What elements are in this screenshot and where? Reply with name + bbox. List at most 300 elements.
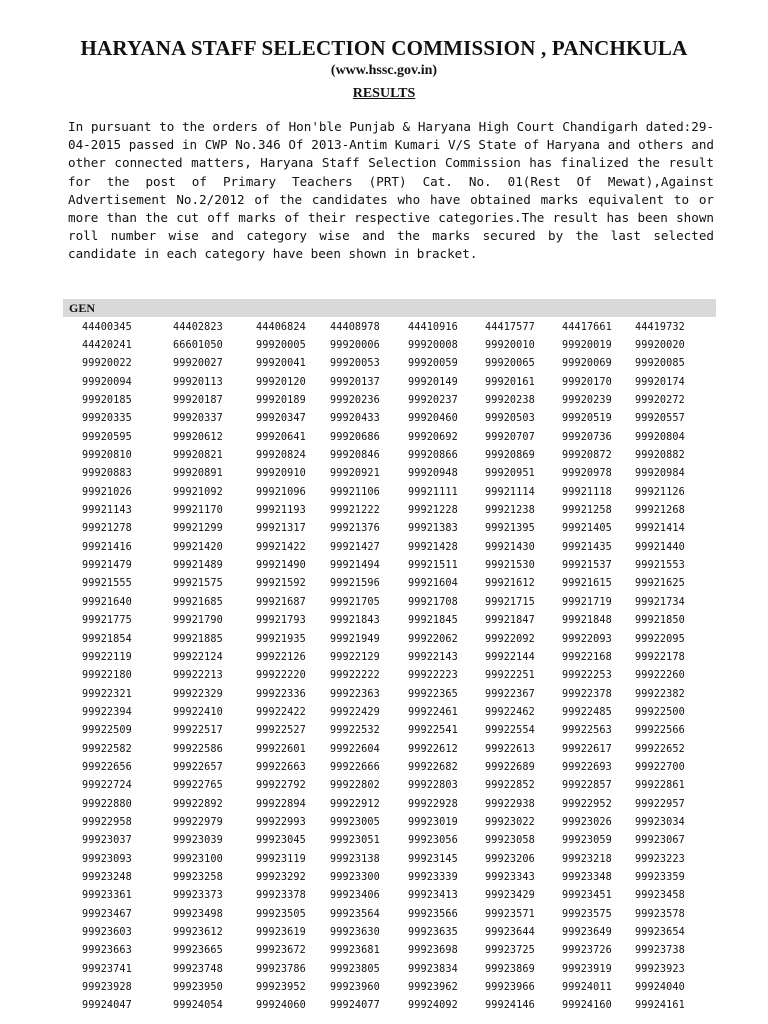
roll-number-cell: 99921935: [256, 633, 306, 645]
roll-number-cell: 99923300: [330, 871, 380, 883]
roll-number-cell: 99922582: [82, 743, 132, 755]
roll-number-cell: 99921228: [408, 505, 458, 517]
roll-number-cell: 99923206: [485, 853, 535, 865]
roll-number-cell: 99921383: [408, 523, 458, 535]
roll-number-cell: 99922260: [635, 670, 685, 682]
roll-number-cell: 99920010: [485, 340, 535, 352]
roll-number-cell: 99922180: [82, 670, 132, 682]
roll-number-cell: 99923564: [330, 908, 380, 920]
roll-number-cell: 99920335: [82, 413, 132, 425]
table-row: [63, 997, 716, 1015]
roll-number-cell: 99923339: [408, 871, 458, 883]
roll-number-cell: 99921114: [485, 486, 535, 498]
table-row: [63, 942, 716, 960]
table-row: [63, 795, 716, 813]
roll-number-cell: 99922993: [256, 816, 306, 828]
roll-number-cell: 99922251: [485, 670, 535, 682]
roll-number-cell: 99921790: [173, 615, 223, 627]
roll-number-cell: 99921612: [485, 578, 535, 590]
roll-number-cell: 99921553: [635, 560, 685, 572]
roll-number-cell: 66601050: [173, 340, 223, 352]
roll-number-cell: 44420241: [82, 340, 132, 352]
table-row: [63, 685, 716, 703]
roll-number-cell: 99923429: [485, 890, 535, 902]
roll-number-cell: 99923619: [256, 927, 306, 939]
table-row: [63, 960, 716, 978]
roll-number-cell: 99920692: [408, 431, 458, 443]
roll-number-cell: 99920027: [173, 358, 223, 370]
table-row: [63, 832, 716, 850]
table-row: [63, 850, 716, 868]
roll-number-cell: 99920519: [562, 413, 612, 425]
roll-number-cell: 99922321: [82, 688, 132, 700]
roll-number-cell: 99921530: [485, 560, 535, 572]
roll-number-cell: 99922213: [173, 670, 223, 682]
roll-number-cell: 99920948: [408, 468, 458, 480]
roll-number-cell: 99921850: [635, 615, 685, 627]
table-row: [63, 465, 716, 483]
roll-number-cell: 99922894: [256, 798, 306, 810]
table-row: [63, 428, 716, 446]
roll-number-cell: 99922220: [256, 670, 306, 682]
roll-number-cell: 99920238: [485, 395, 535, 407]
roll-number-cell: 99923612: [173, 927, 223, 939]
roll-number-cell: 99921268: [635, 505, 685, 517]
roll-number-cell: 99923725: [485, 945, 535, 957]
roll-number-cell: 99920239: [562, 395, 612, 407]
roll-number-cell: 44417577: [485, 321, 535, 333]
roll-number-cell: 99922462: [485, 706, 535, 718]
roll-number-cell: 99921489: [173, 560, 223, 572]
roll-number-cell: 99920272: [635, 395, 685, 407]
roll-number-cell: 99920236: [330, 395, 380, 407]
roll-number-cell: 99920113: [173, 376, 223, 388]
roll-number-cell: 99921708: [408, 596, 458, 608]
roll-number-cell: 99921278: [82, 523, 132, 535]
table-row: [63, 740, 716, 758]
table-row: [63, 575, 716, 593]
document-title: HARYANA STAFF SELECTION COMMISSION , PANCHKULA: [80, 36, 688, 60]
roll-number-cell: 99923037: [82, 835, 132, 847]
roll-number-cell: 99921317: [256, 523, 306, 535]
roll-number-cell: 44417661: [562, 321, 612, 333]
roll-number-cell: 99920882: [635, 450, 685, 462]
roll-number-cell: 99921685: [173, 596, 223, 608]
roll-number-cell: 99923026: [562, 816, 612, 828]
roll-number-cell: 99923056: [408, 835, 458, 847]
roll-number-cell: 99921143: [82, 505, 132, 517]
roll-number-cell: 99922378: [562, 688, 612, 700]
roll-number-cell: 99923644: [485, 927, 535, 939]
table-row: [63, 703, 716, 721]
roll-number-cell: 99920120: [256, 376, 306, 388]
table-row: [63, 887, 716, 905]
roll-number-cell: 99922143: [408, 651, 458, 663]
roll-number-cell: 99922938: [485, 798, 535, 810]
roll-number-cell: 99923505: [256, 908, 306, 920]
roll-number-cell: 99920069: [562, 358, 612, 370]
roll-number-cell: 99922656: [82, 761, 132, 773]
roll-number-cell: 99922168: [562, 651, 612, 663]
roll-number-cell: 99920006: [330, 340, 380, 352]
roll-number-cell: 99922803: [408, 780, 458, 792]
roll-number-cell: 99923665: [173, 945, 223, 957]
roll-number-cell: 99923698: [408, 945, 458, 957]
roll-number-cell: 99921111: [408, 486, 458, 498]
roll-number-cell: 99923292: [256, 871, 306, 883]
roll-number-cell: 99922422: [256, 706, 306, 718]
roll-number-cell: 99923962: [408, 982, 458, 994]
roll-number-cell: 99920810: [82, 450, 132, 462]
roll-number-cell: 99920503: [485, 413, 535, 425]
roll-number-cell: 99922144: [485, 651, 535, 663]
roll-number-cell: 99921847: [485, 615, 535, 627]
roll-number-cell: 99922410: [173, 706, 223, 718]
table-row: [63, 978, 716, 996]
roll-number-cell: 99921490: [256, 560, 306, 572]
roll-number-table: [63, 318, 716, 1015]
roll-number-cell: 99920846: [330, 450, 380, 462]
table-row: [63, 446, 716, 464]
roll-number-cell: 99923022: [485, 816, 535, 828]
roll-number-cell: 99923748: [173, 963, 223, 975]
roll-number-cell: 99920347: [256, 413, 306, 425]
roll-number-cell: 99923058: [485, 835, 535, 847]
roll-number-cell: 99922601: [256, 743, 306, 755]
roll-number-cell: 99922861: [635, 780, 685, 792]
roll-number-cell: 99921422: [256, 541, 306, 553]
roll-number-cell: 99920804: [635, 431, 685, 443]
roll-number-cell: 99923067: [635, 835, 685, 847]
roll-number-cell: 99921845: [408, 615, 458, 627]
roll-number-cell: 99923343: [485, 871, 535, 883]
roll-number-cell: 99922700: [635, 761, 685, 773]
roll-number-cell: 99924047: [82, 1000, 132, 1012]
roll-number-cell: 99922532: [330, 725, 380, 737]
roll-number-cell: 99923458: [635, 890, 685, 902]
roll-number-cell: 99923738: [635, 945, 685, 957]
roll-number-cell: 44400345: [82, 321, 132, 333]
roll-number-cell: 99922095: [635, 633, 685, 645]
roll-number-cell: 99920951: [485, 468, 535, 480]
roll-number-cell: 99924054: [173, 1000, 223, 1012]
roll-number-cell: 99923093: [82, 853, 132, 865]
roll-number-cell: 99920137: [330, 376, 380, 388]
table-row: [63, 593, 716, 611]
roll-number-cell: 44402823: [173, 321, 223, 333]
roll-number-cell: 99921615: [562, 578, 612, 590]
roll-number-cell: 99922586: [173, 743, 223, 755]
roll-number-cell: 99922124: [173, 651, 223, 663]
roll-number-cell: 99923451: [562, 890, 612, 902]
roll-number-cell: 99922617: [562, 743, 612, 755]
roll-number-cell: 99921026: [82, 486, 132, 498]
roll-number-cell: 99923805: [330, 963, 380, 975]
roll-number-cell: 99920978: [562, 468, 612, 480]
roll-number-cell: 99920185: [82, 395, 132, 407]
roll-number-cell: 99920910: [256, 468, 306, 480]
roll-number-cell: 99920170: [562, 376, 612, 388]
roll-number-cell: 44408978: [330, 321, 380, 333]
table-row: [63, 905, 716, 923]
roll-number-cell: 99923413: [408, 890, 458, 902]
table-row: [63, 373, 716, 391]
roll-number-cell: 99921430: [485, 541, 535, 553]
roll-number-cell: 99921420: [173, 541, 223, 553]
roll-number-cell: 99923051: [330, 835, 380, 847]
table-row: [63, 813, 716, 831]
table-row: [63, 538, 716, 556]
roll-number-cell: 99923119: [256, 853, 306, 865]
roll-number-cell: 99922604: [330, 743, 380, 755]
roll-number-cell: 99922093: [562, 633, 612, 645]
roll-number-cell: 99922517: [173, 725, 223, 737]
roll-number-cell: 99922682: [408, 761, 458, 773]
roll-number-cell: 99923258: [173, 871, 223, 883]
roll-number-cell: 99921596: [330, 578, 380, 590]
roll-number-cell: 99923635: [408, 927, 458, 939]
roll-number-cell: 99924161: [635, 1000, 685, 1012]
roll-number-cell: 99920237: [408, 395, 458, 407]
roll-number-cell: 99923919: [562, 963, 612, 975]
roll-number-cell: 99921494: [330, 560, 380, 572]
roll-number-cell: 99921238: [485, 505, 535, 517]
roll-number-cell: 99921193: [256, 505, 306, 517]
roll-number-cell: 99920065: [485, 358, 535, 370]
roll-number-cell: 99923138: [330, 853, 380, 865]
table-row: [63, 355, 716, 373]
roll-number-cell: 99921734: [635, 596, 685, 608]
roll-number-cell: 99922336: [256, 688, 306, 700]
roll-number-cell: 99923406: [330, 890, 380, 902]
table-row: [63, 410, 716, 428]
roll-number-cell: 99923348: [562, 871, 612, 883]
roll-number-cell: 99922892: [173, 798, 223, 810]
roll-number-cell: 99923045: [256, 835, 306, 847]
roll-number-cell: 99921170: [173, 505, 223, 517]
roll-number-cell: 99920174: [635, 376, 685, 388]
roll-number-cell: 99922509: [82, 725, 132, 737]
roll-number-cell: 99921537: [562, 560, 612, 572]
roll-number-cell: 99920612: [173, 431, 223, 443]
roll-number-cell: 99923952: [256, 982, 306, 994]
roll-number-cell: 99922429: [330, 706, 380, 718]
roll-number-cell: 99921848: [562, 615, 612, 627]
roll-number-cell: 99921405: [562, 523, 612, 535]
roll-number-cell: 99921258: [562, 505, 612, 517]
roll-number-cell: 99922367: [485, 688, 535, 700]
roll-number-cell: 99922554: [485, 725, 535, 737]
roll-number-cell: 99923575: [562, 908, 612, 920]
table-row: [63, 630, 716, 648]
roll-number-cell: 99921126: [635, 486, 685, 498]
roll-number-cell: 99923359: [635, 871, 685, 883]
roll-number-cell: 99922958: [82, 816, 132, 828]
roll-number-cell: 44410916: [408, 321, 458, 333]
roll-number-cell: 99923378: [256, 890, 306, 902]
roll-number-cell: 99923630: [330, 927, 380, 939]
roll-number-cell: 99921416: [82, 541, 132, 553]
roll-number-cell: 99921715: [485, 596, 535, 608]
roll-number-cell: 99923726: [562, 945, 612, 957]
roll-number-cell: 99920460: [408, 413, 458, 425]
table-row: [63, 722, 716, 740]
roll-number-cell: 99921854: [82, 633, 132, 645]
roll-number-cell: 99921705: [330, 596, 380, 608]
roll-number-cell: 99921625: [635, 578, 685, 590]
roll-number-cell: 99921222: [330, 505, 380, 517]
roll-number-cell: 99920094: [82, 376, 132, 388]
table-row: [63, 336, 716, 354]
roll-number-cell: 99923361: [82, 890, 132, 902]
roll-number-cell: 99923571: [485, 908, 535, 920]
roll-number-cell: 99922979: [173, 816, 223, 828]
roll-number-cell: 99921092: [173, 486, 223, 498]
roll-number-cell: 99922857: [562, 780, 612, 792]
roll-number-cell: 99921575: [173, 578, 223, 590]
roll-number-cell: 99920020: [635, 340, 685, 352]
roll-number-cell: 99923663: [82, 945, 132, 957]
roll-number-cell: 99921118: [562, 486, 612, 498]
table-row: [63, 667, 716, 685]
roll-number-cell: 99923100: [173, 853, 223, 865]
table-row: [63, 923, 716, 941]
roll-number-cell: 99922541: [408, 725, 458, 737]
roll-number-cell: 99922365: [408, 688, 458, 700]
category-header: [63, 299, 716, 317]
roll-number-cell: 99923059: [562, 835, 612, 847]
roll-number-cell: 99920736: [562, 431, 612, 443]
roll-number-cell: 99920872: [562, 450, 612, 462]
roll-number-cell: 99922062: [408, 633, 458, 645]
roll-number-cell: 99920008: [408, 340, 458, 352]
roll-number-cell: 44419732: [635, 321, 685, 333]
roll-number-cell: 99921440: [635, 541, 685, 553]
roll-number-cell: 99922500: [635, 706, 685, 718]
roll-number-cell: 44406824: [256, 321, 306, 333]
table-row: [63, 612, 716, 630]
roll-number-cell: 99921719: [562, 596, 612, 608]
roll-number-cell: 99923649: [562, 927, 612, 939]
roll-number-cell: 99922223: [408, 670, 458, 682]
roll-number-cell: 99923019: [408, 816, 458, 828]
roll-number-cell: 99923373: [173, 890, 223, 902]
table-row: [63, 483, 716, 501]
roll-number-cell: 99922693: [562, 761, 612, 773]
roll-number-cell: 99921299: [173, 523, 223, 535]
table-row: [63, 501, 716, 519]
roll-number-cell: 99920557: [635, 413, 685, 425]
roll-number-cell: 99922952: [562, 798, 612, 810]
roll-number-cell: 99921511: [408, 560, 458, 572]
roll-number-cell: 99920641: [256, 431, 306, 443]
roll-number-cell: 99924160: [562, 1000, 612, 1012]
table-row: [63, 648, 716, 666]
roll-number-cell: 99921479: [82, 560, 132, 572]
roll-number-cell: 99921376: [330, 523, 380, 535]
roll-number-cell: 99920161: [485, 376, 535, 388]
roll-number-cell: 99922253: [562, 670, 612, 682]
roll-number-cell: 99922912: [330, 798, 380, 810]
roll-number-cell: 99920821: [173, 450, 223, 462]
table-row: [63, 868, 716, 886]
roll-number-cell: 99920059: [408, 358, 458, 370]
roll-number-cell: 99922724: [82, 780, 132, 792]
roll-number-cell: 99920883: [82, 468, 132, 480]
roll-number-cell: 99923578: [635, 908, 685, 920]
roll-number-cell: 99920891: [173, 468, 223, 480]
table-row: [63, 758, 716, 776]
roll-number-cell: 99924092: [408, 1000, 458, 1012]
roll-number-cell: 99922652: [635, 743, 685, 755]
roll-number-cell: 99922126: [256, 651, 306, 663]
roll-number-cell: 99923218: [562, 853, 612, 865]
roll-number-cell: 99920595: [82, 431, 132, 443]
table-row: [63, 777, 716, 795]
roll-number-cell: 99922092: [485, 633, 535, 645]
roll-number-cell: 99924060: [256, 1000, 306, 1012]
roll-number-cell: 99922563: [562, 725, 612, 737]
roll-number-cell: 99924040: [635, 982, 685, 994]
roll-number-cell: 99923681: [330, 945, 380, 957]
roll-number-cell: 99923950: [173, 982, 223, 994]
roll-number-cell: 99923741: [82, 963, 132, 975]
table-row: [63, 318, 716, 336]
roll-number-cell: 99921843: [330, 615, 380, 627]
roll-number-cell: 99923039: [173, 835, 223, 847]
roll-number-cell: 99920149: [408, 376, 458, 388]
results-heading-text: RESULTS: [352, 86, 416, 101]
roll-number-cell: 99923467: [82, 908, 132, 920]
roll-number-cell: 99922382: [635, 688, 685, 700]
roll-number-cell: 99924077: [330, 1000, 380, 1012]
roll-number-cell: 99922765: [173, 780, 223, 792]
intro-paragraph: In pursuant to the orders of Hon'ble Punjab & Haryana High Court Chandigarh dated:29-04-2015 passed in CWP No.346 Of 2013-Antim Kumari V/S State of Haryana and others and other connected matters, Haryana Staff Selection Commission has finalized the result for the post of Primary Teachers (PRT) Cat. No. 01(Rest Of Mewat),Against Advertisement No.2/2012 of the candidates who have obtained marks equivalent to or more than the cut off marks of their respective categories.The result has been shown roll number wise and category wise and the marks secured by the last selected candidate in each category have been shown in bracket.: [68, 119, 714, 262]
roll-number-cell: 99922222: [330, 670, 380, 682]
roll-number-cell: 99921414: [635, 523, 685, 535]
roll-number-cell: 99922178: [635, 651, 685, 663]
roll-number-cell: 99920187: [173, 395, 223, 407]
roll-number-cell: 99923145: [408, 853, 458, 865]
roll-number-cell: 99923672: [256, 945, 306, 957]
roll-number-cell: 99922527: [256, 725, 306, 737]
roll-number-cell: 99920189: [256, 395, 306, 407]
roll-number-cell: 99920433: [330, 413, 380, 425]
roll-number-cell: 99922566: [635, 725, 685, 737]
roll-number-cell: 99921592: [256, 578, 306, 590]
roll-number-cell: 99920005: [256, 340, 306, 352]
roll-number-cell: 99922657: [173, 761, 223, 773]
roll-number-cell: 99924011: [562, 982, 612, 994]
website-link[interactable]: (www.hssc.gov.in): [330, 63, 438, 78]
roll-number-cell: 99923960: [330, 982, 380, 994]
roll-number-cell: 99921775: [82, 615, 132, 627]
roll-number-cell: 99920337: [173, 413, 223, 425]
roll-number-cell: 99920053: [330, 358, 380, 370]
table-row: [63, 520, 716, 538]
roll-number-cell: 99922928: [408, 798, 458, 810]
roll-number-cell: 99922666: [330, 761, 380, 773]
roll-number-cell: 99923034: [635, 816, 685, 828]
roll-number-cell: 99921096: [256, 486, 306, 498]
roll-number-cell: 99923654: [635, 927, 685, 939]
roll-number-cell: 99923603: [82, 927, 132, 939]
roll-number-cell: 99922852: [485, 780, 535, 792]
roll-number-cell: 99921640: [82, 596, 132, 608]
roll-number-cell: 99922329: [173, 688, 223, 700]
roll-number-cell: 99923223: [635, 853, 685, 865]
roll-number-cell: 99923566: [408, 908, 458, 920]
